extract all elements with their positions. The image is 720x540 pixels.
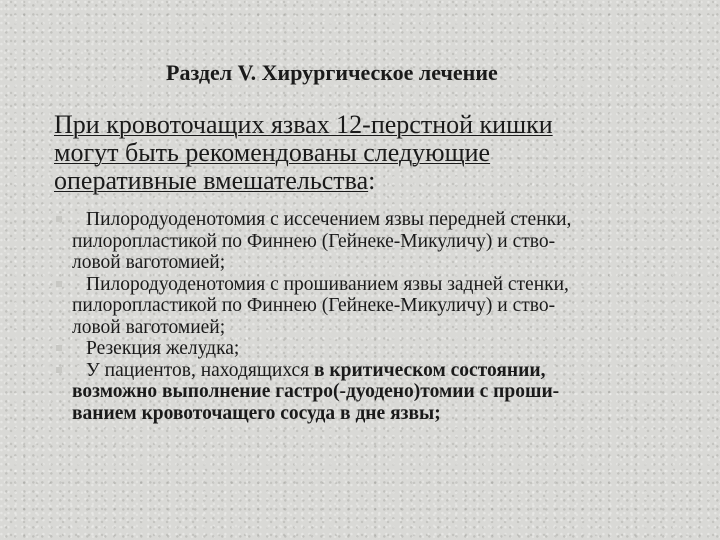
bullet-marker (56, 216, 62, 222)
list-item-line: ванием кровоточащего сосуда в дне язвы; (72, 402, 441, 424)
bullet-marker (56, 345, 62, 351)
list-item-line: ловой ваготомией; (72, 252, 226, 273)
bullet-marker (56, 281, 62, 287)
procedure-list (72, 209, 692, 424)
list-item-line: пилоропластикой по Финнею (Гейнеке-Микуличу) и ство- (72, 230, 556, 252)
list-item-line: возможно выполнение гастро(-дуодено)томии с проши- (72, 381, 560, 402)
bullet-marker (56, 367, 62, 373)
list-item (72, 274, 692, 339)
list-item (72, 360, 692, 425)
list-item-line (72, 360, 692, 382)
list-item (72, 209, 692, 274)
intro-line-text: оперативные вмешательства (54, 166, 369, 195)
intro-line (54, 139, 694, 167)
list-item-line: Резекция желудка; (86, 338, 240, 359)
intro-line (54, 167, 694, 195)
intro-line-text: При кровоточащих язвах 12-перстной кишки (54, 110, 553, 139)
intro-line-text: могут быть рекомендованы следующие (54, 138, 491, 167)
list-item-line: пилоропластикой по Финнею (Гейнеке-Микуличу) и ство- (72, 295, 556, 316)
intro-paragraph (54, 111, 694, 195)
list-item-line: Пилородуоденотомия с прошиванием язвы задней стенки, (86, 273, 569, 295)
list-item (72, 338, 692, 360)
slide-title: Раздел V. Хирургическое лечение (166, 60, 498, 85)
list-item-line: ловой ваготомией; (72, 316, 226, 338)
intro-colon: : (368, 166, 376, 195)
intro-line (54, 111, 694, 139)
list-item-line-text: У пациентов, находящихся в критическом состоянии, (86, 359, 546, 381)
list-item-line: Пилородуоденотомия с иссечением язвы передней стенки, (86, 209, 572, 230)
